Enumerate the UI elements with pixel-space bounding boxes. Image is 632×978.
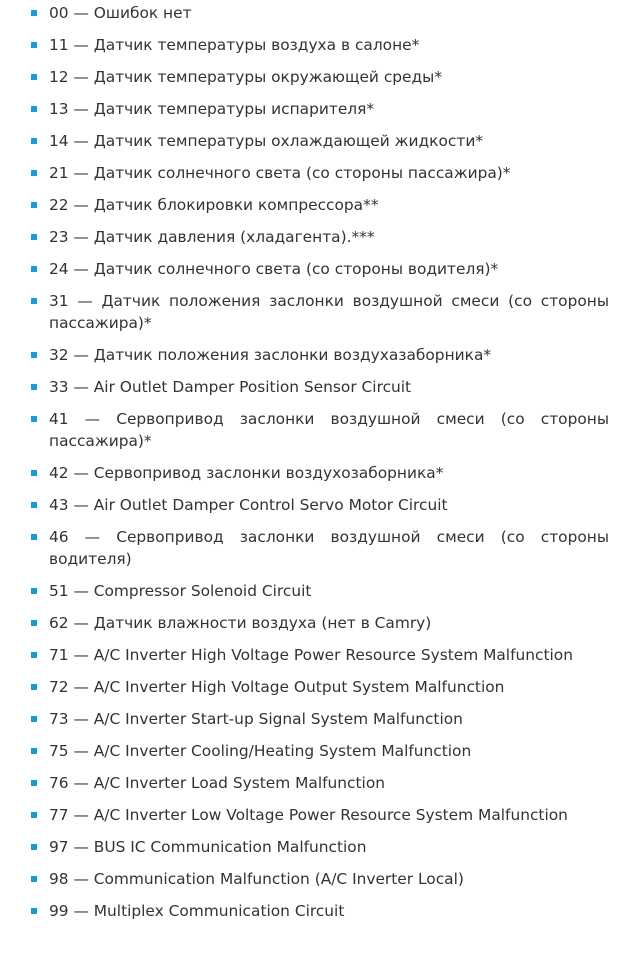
bullet-square-icon	[31, 74, 37, 80]
bullet-square-icon	[31, 780, 37, 786]
bullet-square-icon	[31, 298, 37, 304]
bullet-square-icon	[31, 652, 37, 658]
list-item-text: 31 — Датчик положения заслонки воздушной смеси (со стороны пассажира)*	[49, 292, 609, 332]
list-item	[30, 740, 609, 762]
bullet-square-icon	[31, 876, 37, 882]
list-item-text: 14 — Датчик температуры охлаждающей жидкости*	[49, 132, 484, 150]
list-item	[30, 162, 609, 184]
list-item-text: 23 — Датчик давления (хладагента).***	[49, 228, 375, 246]
list-item-text: 71 — A/C Inverter High Voltage Power Resource System Malfunction	[49, 646, 573, 664]
list-item	[30, 580, 609, 602]
bullet-square-icon	[31, 812, 37, 818]
list-item-text: 75 — A/C Inverter Cooling/Heating System Malfunction	[49, 742, 472, 760]
bullet-square-icon	[31, 620, 37, 626]
list-item	[30, 130, 609, 152]
list-item-text: 12 — Датчик температуры окружающей среды*	[49, 68, 443, 86]
list-item-text: 73 — A/C Inverter Start-up Signal System Malfunction	[49, 710, 463, 728]
bullet-square-icon	[31, 588, 37, 594]
list-item	[30, 290, 609, 334]
list-item-text: 00 — Ошибок нет	[49, 4, 192, 22]
list-item	[30, 644, 609, 666]
list-item	[30, 226, 609, 248]
list-item	[30, 462, 609, 484]
list-item	[30, 708, 609, 730]
bullet-square-icon	[31, 470, 37, 476]
list-item	[30, 98, 609, 120]
list-item	[30, 612, 609, 634]
list-item-text: 22 — Датчик блокировки компрессора**	[49, 196, 379, 214]
list-item-text: 77 — A/C Inverter Low Voltage Power Resource System Malfunction	[49, 806, 568, 824]
list-item	[30, 526, 609, 570]
bullet-square-icon	[31, 502, 37, 508]
list-item-text: 43 — Air Outlet Damper Control Servo Motor Circuit	[49, 496, 448, 514]
list-item	[30, 868, 609, 890]
bullet-square-icon	[31, 138, 37, 144]
error-code-list	[30, 2, 609, 932]
list-item-text: 62 — Датчик влажности воздуха (нет в Camry)	[49, 614, 432, 632]
bullet-square-icon	[31, 416, 37, 422]
bullet-square-icon	[31, 844, 37, 850]
bullet-square-icon	[31, 10, 37, 16]
list-item-text: 41 — Сервопривод заслонки воздушной смеси (со стороны пассажира)*	[49, 410, 609, 450]
list-item-text: 42 — Сервопривод заслонки воздухозаборника*	[49, 464, 444, 482]
list-item-text: 32 — Датчик положения заслонки воздухазаборника*	[49, 346, 492, 364]
bullet-square-icon	[31, 106, 37, 112]
list-item	[30, 676, 609, 698]
bullet-square-icon	[31, 234, 37, 240]
list-item	[30, 804, 609, 826]
list-item	[30, 66, 609, 88]
bullet-square-icon	[31, 202, 37, 208]
list-item-text: 46 — Сервопривод заслонки воздушной смеси (со стороны водителя)	[49, 528, 609, 568]
list-item-text: 97 — BUS IC Communication Malfunction	[49, 838, 367, 856]
list-item	[30, 34, 609, 56]
list-item-text: 11 — Датчик температуры воздуха в салоне*	[49, 36, 420, 54]
bullet-square-icon	[31, 716, 37, 722]
list-item-text: 99 — Multiplex Communication Circuit	[49, 902, 345, 920]
list-item	[30, 194, 609, 216]
bullet-square-icon	[31, 908, 37, 914]
bullet-square-icon	[31, 684, 37, 690]
bullet-square-icon	[31, 352, 37, 358]
bullet-square-icon	[31, 42, 37, 48]
list-item-text: 51 — Compressor Solenoid Circuit	[49, 582, 312, 600]
bullet-square-icon	[31, 170, 37, 176]
list-item	[30, 772, 609, 794]
list-item	[30, 344, 609, 366]
list-item	[30, 258, 609, 280]
list-item-text: 33 — Air Outlet Damper Position Sensor Circuit	[49, 378, 412, 396]
bullet-square-icon	[31, 534, 37, 540]
list-item	[30, 376, 609, 398]
list-item-text: 72 — A/C Inverter High Voltage Output System Malfunction	[49, 678, 505, 696]
list-item-text: 21 — Датчик солнечного света (со стороны пассажира)*	[49, 164, 511, 182]
list-item	[30, 2, 609, 24]
list-item	[30, 408, 609, 452]
bullet-square-icon	[31, 384, 37, 390]
list-item	[30, 494, 609, 516]
list-item-text: 13 — Датчик температуры испарителя*	[49, 100, 375, 118]
bullet-square-icon	[31, 266, 37, 272]
list-item	[30, 900, 609, 922]
list-item-text: 76 — A/C Inverter Load System Malfunction	[49, 774, 385, 792]
list-item-text: 98 — Communication Malfunction (A/C Inverter Local)	[49, 870, 464, 888]
list-item	[30, 836, 609, 858]
list-item-text: 24 — Датчик солнечного света (со стороны водителя)*	[49, 260, 499, 278]
bullet-square-icon	[31, 748, 37, 754]
